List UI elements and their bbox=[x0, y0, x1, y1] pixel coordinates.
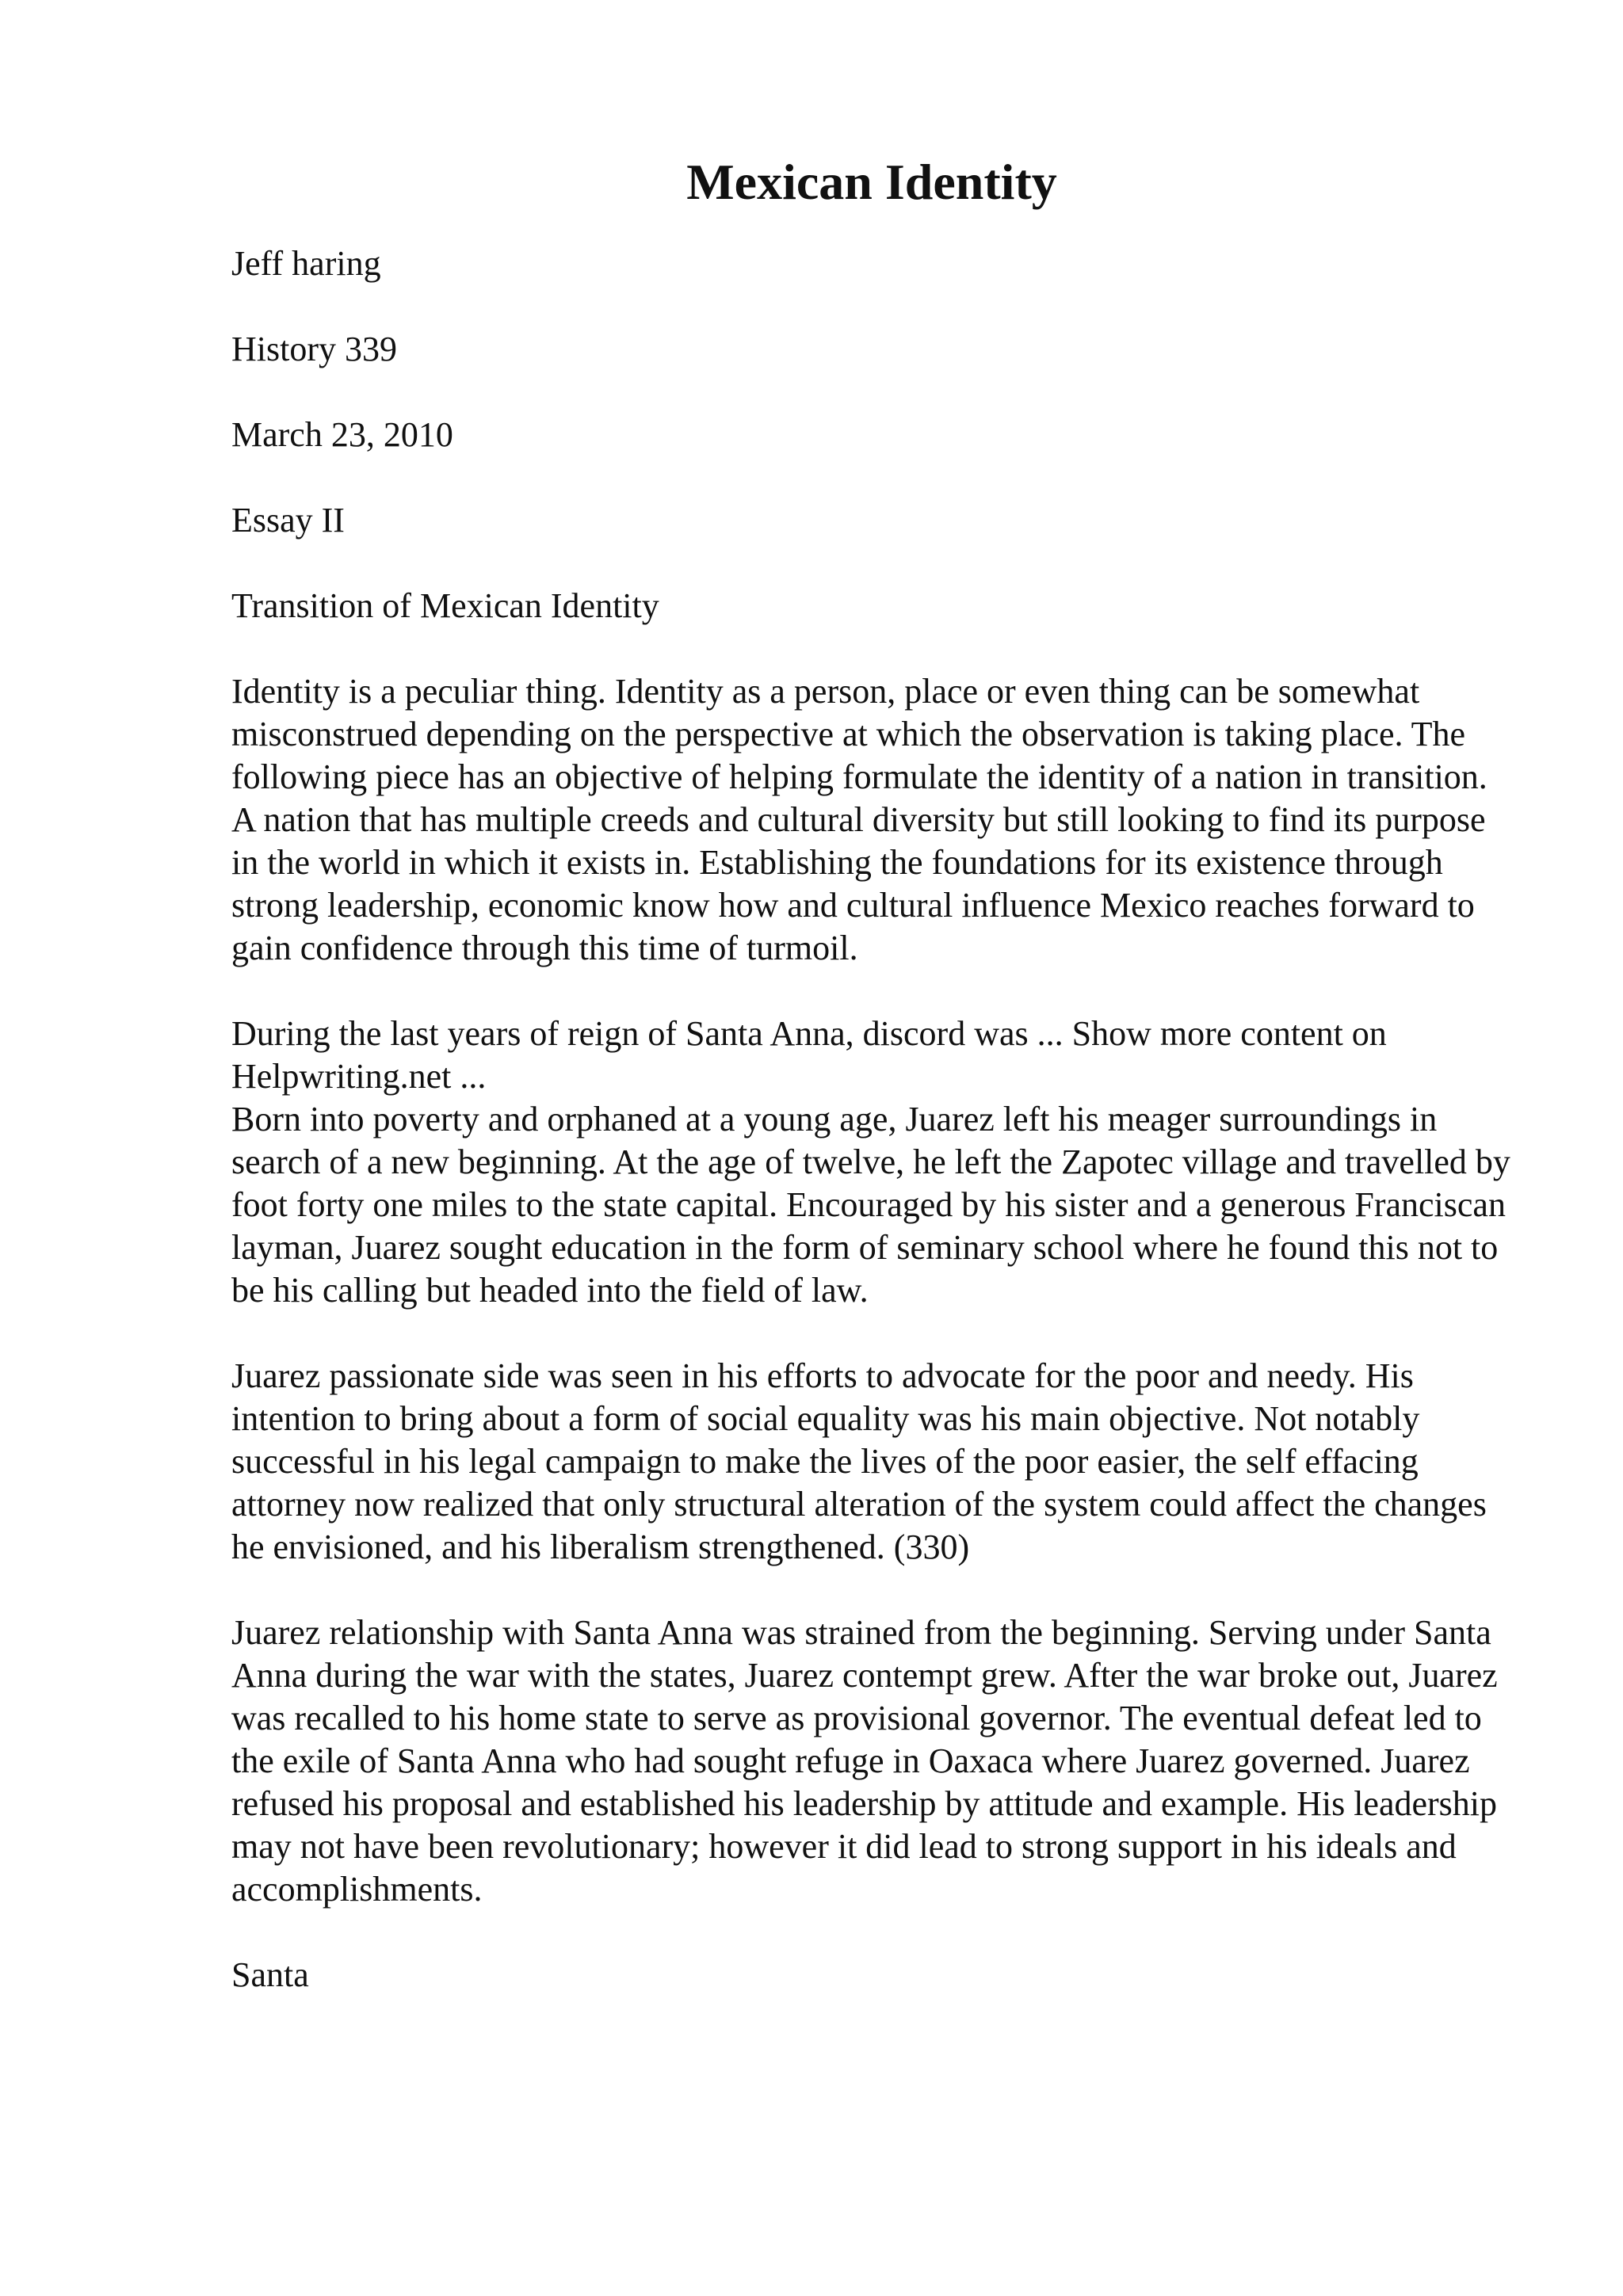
paragraph-juarez-advocacy: Juarez passionate side was seen in his efforts to advocate for the poor and needy. His intention to bring about a form of social equality was his main objective. Not notably successful in his legal campaign to make the lives of the poor easier, the self effacing attorney now realized that only structural alteration of the system could affect the changes he envisioned, and his liberalism strengthened. (330) bbox=[231, 1356, 1487, 1566]
paragraph-intro: Identity is a peculiar thing. Identity as a person, place or even thing can be somewhat misconstrued depending on the perspective at which the observation is taking place. The following piece has an objective of helping formulate the identity of a nation in transition. A nation that has multiple creeds and cultural diversity but still looking to find its purpose in the world in which it exists in. Establishing the foundations for its existence through strong leadership, economic know how and cultural influence Mexico reaches forward to gain confidence through this time of turmoil. bbox=[231, 672, 1487, 967]
paragraph-santa-anna-relationship: Juarez relationship with Santa Anna was strained from the beginning. Serving under Santa Anna during the war with the states, Juarez contempt grew. After the war broke out, Juarez was recalled to his home state to serve as provisional governor. The eventual defeat led to the exile of Santa Anna who had sought refuge in Oaxaca where Juarez governed. Juarez refused his proposal and established his leadership by attitude and example. His leadership may not have been revolutionary; however it did lead to strong support in his ideals and accomplishments. bbox=[231, 1613, 1498, 1909]
paragraph-juarez-early-life: Born into poverty and orphaned at a young age, Juarez left his meager surroundings in search of a new beginning. At the age of twelve, he left the Zapotec village and travelled by foot forty one miles to the state capital. Encouraged by his sister and a generous Franciscan layman, Juarez sought education in the form of seminary school where he found this not to be his calling but headed into the field of law. bbox=[231, 1100, 1510, 1310]
document-body bbox=[231, 242, 1515, 1997]
document-title: Mexican Identity bbox=[686, 154, 1057, 210]
essay-subtitle: Transition of Mexican Identity bbox=[231, 586, 659, 625]
author-name: Jeff haring bbox=[231, 244, 381, 283]
paragraph-trailing: Santa bbox=[231, 1955, 309, 1994]
document-date: March 23, 2010 bbox=[231, 415, 453, 454]
course-name: History 339 bbox=[231, 330, 397, 368]
essay-label: Essay II bbox=[231, 501, 345, 540]
paragraph-teaser: During the last years of reign of Santa Anna, discord was ... Show more content on Helpwriting.net ... bbox=[231, 1014, 1387, 1096]
